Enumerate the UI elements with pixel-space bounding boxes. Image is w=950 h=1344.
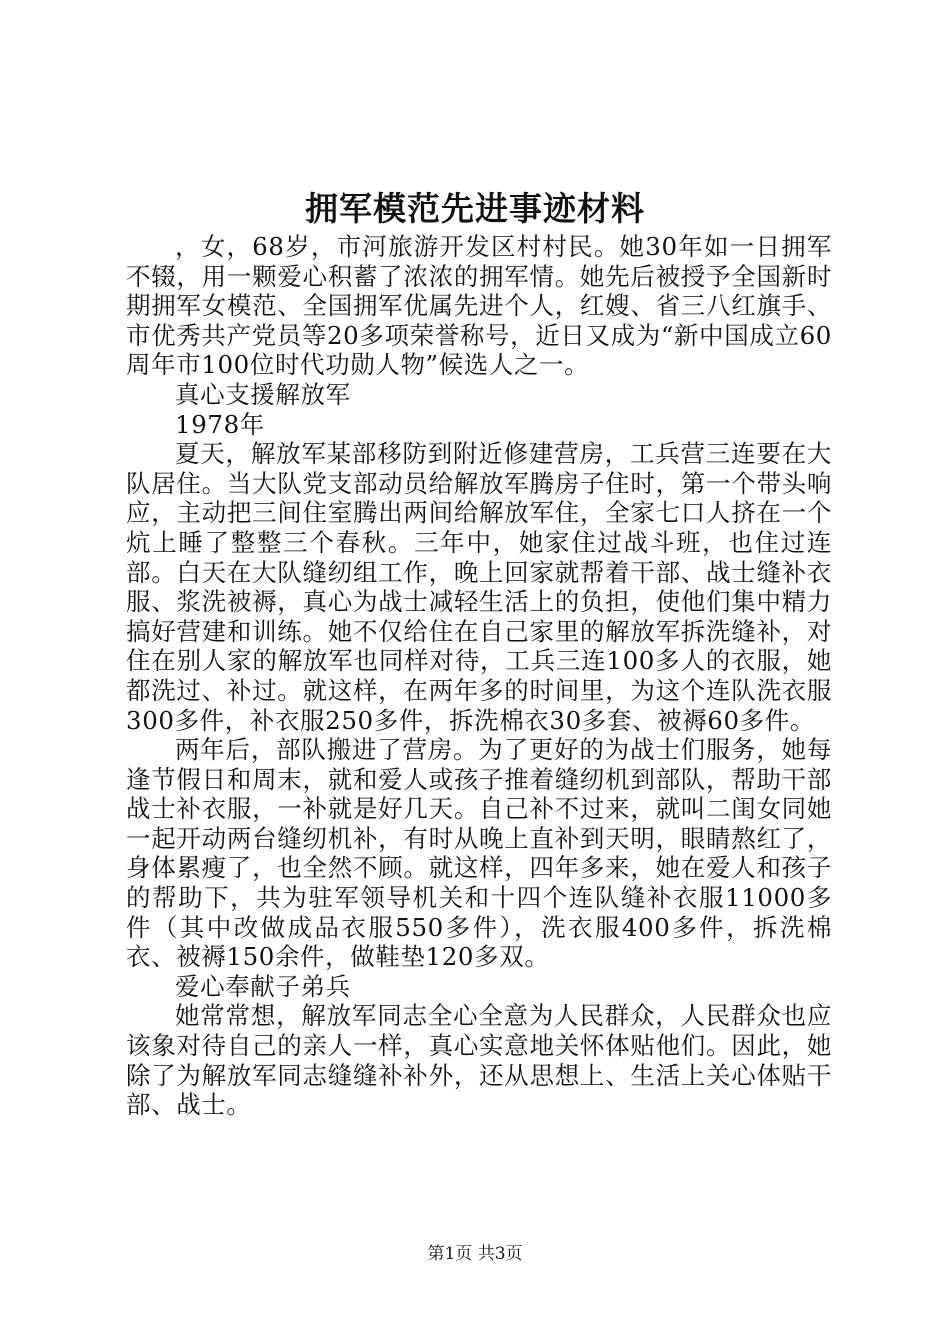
paragraph-intro: ，女，68岁，市河旅游开发区村村民。她30年如一日拥军不辍，用一颗爱心积蓄了浓浓的拥军情。她先后被授予全国新时期拥军女模范、全国拥军优属先进个人，红嫂、省三八红旗手、市优秀共产党员等20多项荣誉称号，近日又成为“新中国成立60周年市100位时代功勋人物”候选人之一。: [126, 232, 832, 380]
paragraph-summer: 夏天，解放军某部移防到附近修建营房，工兵营三连要在大队居住。当大队党支部动员给解放军腾房子住时，第一个带头响应，主动把三间住室腾出两间给解放军住，全家七口人挤在一个炕上睡了整整三个春秋。三年中，她家住过战斗班，也住过连部。白天在大队缝纫组工作，晚上回家就帮着干部、战士缝补衣服、浆洗被褥，真心为战士减轻生活上的负担，使他们集中精力搞好营建和训练。她不仅给住在自己家里的解放军拆洗缝补，对住在别人家的解放军也同样对待，工兵三连100多人的衣服，她都洗过、补过。就这样，在两年多的时间里，为这个连队洗衣服300多件，补衣服250多件，拆洗棉衣30多套、被褥60多件。: [126, 439, 832, 735]
section-heading-devotion: 爱心奉献子弟兵: [175, 971, 351, 1001]
paragraph-care: 她常常想，解放军同志全心全意为人民群众，人民群众也应该象对待自己的亲人一样，真心实意地关怀体贴他们。因此，她除了为解放军同志缝缝补补外，还从思想上、生活上关心体贴干部、战士。: [126, 1001, 832, 1120]
section-heading-support: 真心支援解放军: [175, 379, 351, 409]
document-body: [126, 232, 832, 1120]
document-title: 拥军模范先进事迹材料: [305, 189, 645, 228]
paragraph-two-years-later: 两年后，部队搬进了营房。为了更好的为战士们服务，她每逢节假日和周末，就和爱人或孩子推着缝纫机到部队，帮助干部战士补衣服，一补就是好几天。自己补不过来，就叫二闺女同她一起开动两台缝纫机补，有时从晚上直补到天明，眼睛熬红了，身体累瘦了，也全然不顾。就这样，四年多来，她在爱人和孩子的帮助下，共为驻军领导机关和十四个连队缝补衣服11000多件（其中改做成品衣服550多件），洗衣服400多件，拆洗棉衣、被褥150余件，做鞋垫120多双。: [126, 735, 832, 972]
page-footer: 第1页 共3页: [427, 1244, 523, 1264]
paragraph-year: 1978年: [175, 409, 265, 439]
